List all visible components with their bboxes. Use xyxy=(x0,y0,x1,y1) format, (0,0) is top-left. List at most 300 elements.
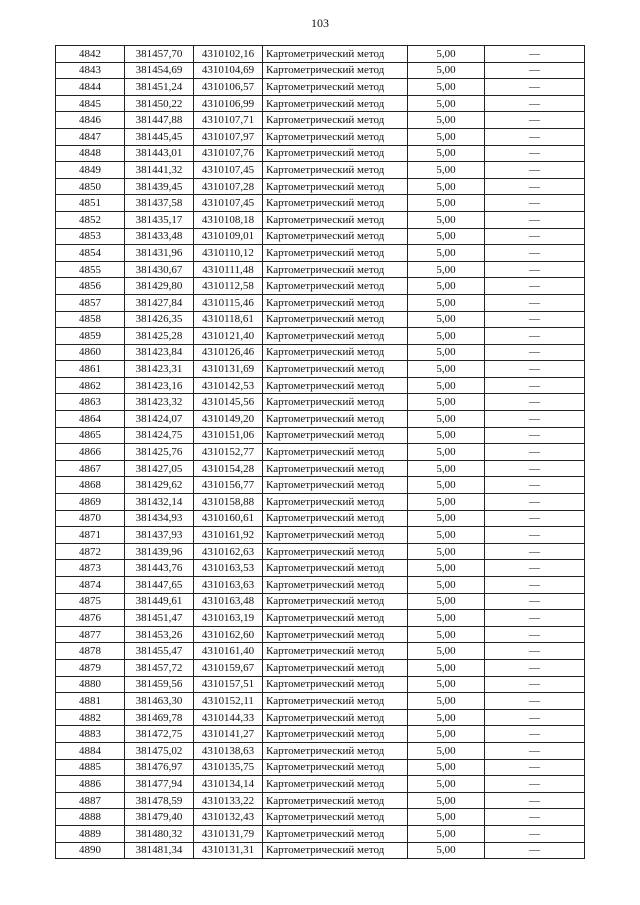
point-number-cell: 4871 xyxy=(56,527,125,544)
table-row xyxy=(56,62,585,79)
point-number-cell: 4890 xyxy=(56,842,125,859)
note-cell: — xyxy=(485,759,585,776)
point-number-cell: 4873 xyxy=(56,560,125,577)
accuracy-cell: 5,00 xyxy=(408,577,485,594)
method-cell: Картометрический метод xyxy=(263,809,408,826)
point-number-cell: 4851 xyxy=(56,195,125,212)
x-coordinate-cell: 381432,14 xyxy=(125,494,194,511)
accuracy-cell: 5,00 xyxy=(408,659,485,676)
method-cell: Картометрический метод xyxy=(263,577,408,594)
y-coordinate-cell: 4310104,69 xyxy=(194,62,263,79)
method-cell: Картометрический метод xyxy=(263,792,408,809)
accuracy-cell: 5,00 xyxy=(408,759,485,776)
x-coordinate-cell: 381423,32 xyxy=(125,394,194,411)
table-row xyxy=(56,842,585,859)
method-cell: Картометрический метод xyxy=(263,79,408,96)
note-cell: — xyxy=(485,460,585,477)
point-number-cell: 4867 xyxy=(56,460,125,477)
y-coordinate-cell: 4310132,43 xyxy=(194,809,263,826)
note-cell: — xyxy=(485,344,585,361)
point-number-cell: 4886 xyxy=(56,776,125,793)
accuracy-cell: 5,00 xyxy=(408,311,485,328)
y-coordinate-cell: 4310156,77 xyxy=(194,477,263,494)
x-coordinate-cell: 381477,94 xyxy=(125,776,194,793)
table-row xyxy=(56,411,585,428)
point-number-cell: 4881 xyxy=(56,693,125,710)
x-coordinate-cell: 381459,56 xyxy=(125,676,194,693)
point-number-cell: 4861 xyxy=(56,361,125,378)
table-row xyxy=(56,560,585,577)
method-cell: Картометрический метод xyxy=(263,825,408,842)
point-number-cell: 4888 xyxy=(56,809,125,826)
note-cell: — xyxy=(485,825,585,842)
table-row xyxy=(56,726,585,743)
accuracy-cell: 5,00 xyxy=(408,411,485,428)
y-coordinate-cell: 4310133,22 xyxy=(194,792,263,809)
note-cell: — xyxy=(485,693,585,710)
y-coordinate-cell: 4310131,69 xyxy=(194,361,263,378)
point-number-cell: 4884 xyxy=(56,742,125,759)
method-cell: Картометрический метод xyxy=(263,145,408,162)
accuracy-cell: 5,00 xyxy=(408,477,485,494)
y-coordinate-cell: 4310126,46 xyxy=(194,344,263,361)
x-coordinate-cell: 381453,26 xyxy=(125,626,194,643)
note-cell: — xyxy=(485,145,585,162)
method-cell: Картометрический метод xyxy=(263,742,408,759)
table-row xyxy=(56,577,585,594)
point-number-cell: 4875 xyxy=(56,593,125,610)
note-cell: — xyxy=(485,593,585,610)
x-coordinate-cell: 381457,72 xyxy=(125,659,194,676)
accuracy-cell: 5,00 xyxy=(408,610,485,627)
table-row xyxy=(56,46,585,63)
note-cell: — xyxy=(485,79,585,96)
method-cell: Картометрический метод xyxy=(263,676,408,693)
point-number-cell: 4880 xyxy=(56,676,125,693)
method-cell: Картометрический метод xyxy=(263,195,408,212)
y-coordinate-cell: 4310131,31 xyxy=(194,842,263,859)
accuracy-cell: 5,00 xyxy=(408,427,485,444)
point-number-cell: 4878 xyxy=(56,643,125,660)
point-number-cell: 4845 xyxy=(56,95,125,112)
x-coordinate-cell: 381431,96 xyxy=(125,245,194,262)
x-coordinate-cell: 381439,96 xyxy=(125,543,194,560)
point-number-cell: 4883 xyxy=(56,726,125,743)
method-cell: Картометрический метод xyxy=(263,228,408,245)
accuracy-cell: 5,00 xyxy=(408,643,485,660)
point-number-cell: 4876 xyxy=(56,610,125,627)
note-cell: — xyxy=(485,328,585,345)
point-number-cell: 4870 xyxy=(56,510,125,527)
y-coordinate-cell: 4310112,58 xyxy=(194,278,263,295)
x-coordinate-cell: 381469,78 xyxy=(125,709,194,726)
point-number-cell: 4849 xyxy=(56,162,125,179)
note-cell: — xyxy=(485,776,585,793)
note-cell: — xyxy=(485,278,585,295)
accuracy-cell: 5,00 xyxy=(408,294,485,311)
note-cell: — xyxy=(485,477,585,494)
method-cell: Картометрический метод xyxy=(263,659,408,676)
method-cell: Картометрический метод xyxy=(263,62,408,79)
x-coordinate-cell: 381427,84 xyxy=(125,294,194,311)
y-coordinate-cell: 4310163,53 xyxy=(194,560,263,577)
page-number: 103 xyxy=(311,16,329,30)
accuracy-cell: 5,00 xyxy=(408,328,485,345)
x-coordinate-cell: 381475,02 xyxy=(125,742,194,759)
x-coordinate-cell: 381449,61 xyxy=(125,593,194,610)
note-cell: — xyxy=(485,261,585,278)
y-coordinate-cell: 4310161,92 xyxy=(194,527,263,544)
x-coordinate-cell: 381454,69 xyxy=(125,62,194,79)
accuracy-cell: 5,00 xyxy=(408,709,485,726)
point-number-cell: 4842 xyxy=(56,46,125,63)
point-number-cell: 4874 xyxy=(56,577,125,594)
note-cell: — xyxy=(485,659,585,676)
y-coordinate-cell: 4310109,01 xyxy=(194,228,263,245)
y-coordinate-cell: 4310102,16 xyxy=(194,46,263,63)
point-number-cell: 4846 xyxy=(56,112,125,129)
accuracy-cell: 5,00 xyxy=(408,112,485,129)
table-row xyxy=(56,676,585,693)
table-row xyxy=(56,693,585,710)
x-coordinate-cell: 381476,97 xyxy=(125,759,194,776)
table-row xyxy=(56,344,585,361)
point-number-cell: 4848 xyxy=(56,145,125,162)
accuracy-cell: 5,00 xyxy=(408,95,485,112)
table-row xyxy=(56,494,585,511)
x-coordinate-cell: 381437,93 xyxy=(125,527,194,544)
point-number-cell: 4866 xyxy=(56,444,125,461)
accuracy-cell: 5,00 xyxy=(408,726,485,743)
method-cell: Картометрический метод xyxy=(263,709,408,726)
note-cell: — xyxy=(485,643,585,660)
x-coordinate-cell: 381450,22 xyxy=(125,95,194,112)
accuracy-cell: 5,00 xyxy=(408,195,485,212)
accuracy-cell: 5,00 xyxy=(408,842,485,859)
table-row xyxy=(56,427,585,444)
x-coordinate-cell: 381457,70 xyxy=(125,46,194,63)
y-coordinate-cell: 4310106,99 xyxy=(194,95,263,112)
y-coordinate-cell: 4310118,61 xyxy=(194,311,263,328)
y-coordinate-cell: 4310107,71 xyxy=(194,112,263,129)
y-coordinate-cell: 4310163,19 xyxy=(194,610,263,627)
y-coordinate-cell: 4310135,75 xyxy=(194,759,263,776)
coordinates-table xyxy=(55,45,585,859)
accuracy-cell: 5,00 xyxy=(408,261,485,278)
note-cell: — xyxy=(485,610,585,627)
note-cell: — xyxy=(485,510,585,527)
x-coordinate-cell: 381451,24 xyxy=(125,79,194,96)
table-row xyxy=(56,776,585,793)
method-cell: Картометрический метод xyxy=(263,328,408,345)
x-coordinate-cell: 381434,93 xyxy=(125,510,194,527)
note-cell: — xyxy=(485,809,585,826)
y-coordinate-cell: 4310107,45 xyxy=(194,195,263,212)
note-cell: — xyxy=(485,577,585,594)
x-coordinate-cell: 381455,47 xyxy=(125,643,194,660)
accuracy-cell: 5,00 xyxy=(408,377,485,394)
y-coordinate-cell: 4310154,28 xyxy=(194,460,263,477)
x-coordinate-cell: 381425,76 xyxy=(125,444,194,461)
method-cell: Картометрический метод xyxy=(263,460,408,477)
point-number-cell: 4853 xyxy=(56,228,125,245)
accuracy-cell: 5,00 xyxy=(408,46,485,63)
x-coordinate-cell: 381451,47 xyxy=(125,610,194,627)
method-cell: Картометрический метод xyxy=(263,311,408,328)
method-cell: Картометрический метод xyxy=(263,128,408,145)
table-row xyxy=(56,162,585,179)
point-number-cell: 4865 xyxy=(56,427,125,444)
x-coordinate-cell: 381423,31 xyxy=(125,361,194,378)
accuracy-cell: 5,00 xyxy=(408,593,485,610)
point-number-cell: 4847 xyxy=(56,128,125,145)
point-number-cell: 4860 xyxy=(56,344,125,361)
accuracy-cell: 5,00 xyxy=(408,792,485,809)
y-coordinate-cell: 4310158,88 xyxy=(194,494,263,511)
note-cell: — xyxy=(485,211,585,228)
y-coordinate-cell: 4310107,28 xyxy=(194,178,263,195)
accuracy-cell: 5,00 xyxy=(408,510,485,527)
point-number-cell: 4879 xyxy=(56,659,125,676)
x-coordinate-cell: 381447,65 xyxy=(125,577,194,594)
point-number-cell: 4855 xyxy=(56,261,125,278)
x-coordinate-cell: 381439,45 xyxy=(125,178,194,195)
x-coordinate-cell: 381424,75 xyxy=(125,427,194,444)
y-coordinate-cell: 4310106,57 xyxy=(194,79,263,96)
note-cell: — xyxy=(485,427,585,444)
y-coordinate-cell: 4310141,27 xyxy=(194,726,263,743)
note-cell: — xyxy=(485,162,585,179)
method-cell: Картометрический метод xyxy=(263,344,408,361)
x-coordinate-cell: 381437,58 xyxy=(125,195,194,212)
y-coordinate-cell: 4310111,48 xyxy=(194,261,263,278)
accuracy-cell: 5,00 xyxy=(408,527,485,544)
y-coordinate-cell: 4310144,33 xyxy=(194,709,263,726)
accuracy-cell: 5,00 xyxy=(408,560,485,577)
y-coordinate-cell: 4310163,48 xyxy=(194,593,263,610)
note-cell: — xyxy=(485,311,585,328)
y-coordinate-cell: 4310152,11 xyxy=(194,693,263,710)
y-coordinate-cell: 4310163,63 xyxy=(194,577,263,594)
y-coordinate-cell: 4310162,63 xyxy=(194,543,263,560)
accuracy-cell: 5,00 xyxy=(408,211,485,228)
note-cell: — xyxy=(485,444,585,461)
note-cell: — xyxy=(485,709,585,726)
method-cell: Картометрический метод xyxy=(263,510,408,527)
method-cell: Картометрический метод xyxy=(263,95,408,112)
x-coordinate-cell: 381481,34 xyxy=(125,842,194,859)
y-coordinate-cell: 4310160,61 xyxy=(194,510,263,527)
table-row xyxy=(56,742,585,759)
table-row xyxy=(56,328,585,345)
table-row xyxy=(56,809,585,826)
accuracy-cell: 5,00 xyxy=(408,494,485,511)
y-coordinate-cell: 4310162,60 xyxy=(194,626,263,643)
point-number-cell: 4877 xyxy=(56,626,125,643)
method-cell: Картометрический метод xyxy=(263,842,408,859)
point-number-cell: 4889 xyxy=(56,825,125,842)
y-coordinate-cell: 4310142,53 xyxy=(194,377,263,394)
method-cell: Картометрический метод xyxy=(263,361,408,378)
y-coordinate-cell: 4310149,20 xyxy=(194,411,263,428)
accuracy-cell: 5,00 xyxy=(408,228,485,245)
point-number-cell: 4843 xyxy=(56,62,125,79)
accuracy-cell: 5,00 xyxy=(408,676,485,693)
point-number-cell: 4872 xyxy=(56,543,125,560)
y-coordinate-cell: 4310161,40 xyxy=(194,643,263,660)
point-number-cell: 4869 xyxy=(56,494,125,511)
note-cell: — xyxy=(485,792,585,809)
point-number-cell: 4887 xyxy=(56,792,125,809)
point-number-cell: 4857 xyxy=(56,294,125,311)
table-row xyxy=(56,610,585,627)
note-cell: — xyxy=(485,543,585,560)
note-cell: — xyxy=(485,95,585,112)
note-cell: — xyxy=(485,128,585,145)
method-cell: Картометрический метод xyxy=(263,294,408,311)
table-row xyxy=(56,659,585,676)
table-row xyxy=(56,759,585,776)
table-row xyxy=(56,228,585,245)
x-coordinate-cell: 381424,07 xyxy=(125,411,194,428)
accuracy-cell: 5,00 xyxy=(408,742,485,759)
method-cell: Картометрический метод xyxy=(263,477,408,494)
table-row xyxy=(56,278,585,295)
accuracy-cell: 5,00 xyxy=(408,693,485,710)
table-row xyxy=(56,361,585,378)
x-coordinate-cell: 381429,62 xyxy=(125,477,194,494)
note-cell: — xyxy=(485,228,585,245)
table-row xyxy=(56,377,585,394)
table-row xyxy=(56,128,585,145)
accuracy-cell: 5,00 xyxy=(408,361,485,378)
method-cell: Картометрический метод xyxy=(263,394,408,411)
y-coordinate-cell: 4310115,46 xyxy=(194,294,263,311)
point-number-cell: 4859 xyxy=(56,328,125,345)
accuracy-cell: 5,00 xyxy=(408,162,485,179)
method-cell: Картометрический метод xyxy=(263,610,408,627)
note-cell: — xyxy=(485,726,585,743)
x-coordinate-cell: 381423,16 xyxy=(125,377,194,394)
note-cell: — xyxy=(485,361,585,378)
note-cell: — xyxy=(485,742,585,759)
table-row xyxy=(56,460,585,477)
note-cell: — xyxy=(485,377,585,394)
y-coordinate-cell: 4310157,51 xyxy=(194,676,263,693)
note-cell: — xyxy=(485,411,585,428)
point-number-cell: 4854 xyxy=(56,245,125,262)
note-cell: — xyxy=(485,294,585,311)
point-number-cell: 4863 xyxy=(56,394,125,411)
point-number-cell: 4850 xyxy=(56,178,125,195)
accuracy-cell: 5,00 xyxy=(408,460,485,477)
accuracy-cell: 5,00 xyxy=(408,394,485,411)
table-row xyxy=(56,294,585,311)
note-cell: — xyxy=(485,394,585,411)
y-coordinate-cell: 4310145,56 xyxy=(194,394,263,411)
x-coordinate-cell: 381443,01 xyxy=(125,145,194,162)
table-row xyxy=(56,261,585,278)
table-row xyxy=(56,825,585,842)
accuracy-cell: 5,00 xyxy=(408,178,485,195)
x-coordinate-cell: 381429,80 xyxy=(125,278,194,295)
x-coordinate-cell: 381443,76 xyxy=(125,560,194,577)
method-cell: Картометрический метод xyxy=(263,693,408,710)
accuracy-cell: 5,00 xyxy=(408,776,485,793)
x-coordinate-cell: 381441,32 xyxy=(125,162,194,179)
point-number-cell: 4862 xyxy=(56,377,125,394)
accuracy-cell: 5,00 xyxy=(408,825,485,842)
note-cell: — xyxy=(485,195,585,212)
table-row xyxy=(56,626,585,643)
point-number-cell: 4882 xyxy=(56,709,125,726)
method-cell: Картометрический метод xyxy=(263,494,408,511)
point-number-cell: 4856 xyxy=(56,278,125,295)
x-coordinate-cell: 381427,05 xyxy=(125,460,194,477)
point-number-cell: 4864 xyxy=(56,411,125,428)
y-coordinate-cell: 4310107,45 xyxy=(194,162,263,179)
coordinates-table-body xyxy=(56,46,585,859)
method-cell: Картометрический метод xyxy=(263,178,408,195)
accuracy-cell: 5,00 xyxy=(408,809,485,826)
point-number-cell: 4858 xyxy=(56,311,125,328)
table-row xyxy=(56,95,585,112)
y-coordinate-cell: 4310107,76 xyxy=(194,145,263,162)
accuracy-cell: 5,00 xyxy=(408,444,485,461)
y-coordinate-cell: 4310138,63 xyxy=(194,742,263,759)
table-row xyxy=(56,593,585,610)
accuracy-cell: 5,00 xyxy=(408,128,485,145)
point-number-cell: 4868 xyxy=(56,477,125,494)
table-row xyxy=(56,112,585,129)
accuracy-cell: 5,00 xyxy=(408,245,485,262)
method-cell: Картометрический метод xyxy=(263,261,408,278)
table-row xyxy=(56,145,585,162)
note-cell: — xyxy=(485,676,585,693)
method-cell: Картометрический метод xyxy=(263,726,408,743)
x-coordinate-cell: 381480,32 xyxy=(125,825,194,842)
note-cell: — xyxy=(485,527,585,544)
method-cell: Картометрический метод xyxy=(263,593,408,610)
note-cell: — xyxy=(485,842,585,859)
method-cell: Картометрический метод xyxy=(263,46,408,63)
table-row xyxy=(56,245,585,262)
x-coordinate-cell: 381478,59 xyxy=(125,792,194,809)
note-cell: — xyxy=(485,494,585,511)
x-coordinate-cell: 381445,45 xyxy=(125,128,194,145)
note-cell: — xyxy=(485,46,585,63)
table-row xyxy=(56,477,585,494)
table-row xyxy=(56,178,585,195)
table-row xyxy=(56,195,585,212)
method-cell: Картометрический метод xyxy=(263,444,408,461)
accuracy-cell: 5,00 xyxy=(408,62,485,79)
table-row xyxy=(56,211,585,228)
table-row xyxy=(56,394,585,411)
table-row xyxy=(56,527,585,544)
method-cell: Картометрический метод xyxy=(263,162,408,179)
accuracy-cell: 5,00 xyxy=(408,79,485,96)
x-coordinate-cell: 381430,67 xyxy=(125,261,194,278)
table-row xyxy=(56,543,585,560)
note-cell: — xyxy=(485,245,585,262)
method-cell: Картометрический метод xyxy=(263,278,408,295)
method-cell: Картометрический метод xyxy=(263,427,408,444)
y-coordinate-cell: 4310121,40 xyxy=(194,328,263,345)
x-coordinate-cell: 381423,84 xyxy=(125,344,194,361)
table-row xyxy=(56,643,585,660)
y-coordinate-cell: 4310131,79 xyxy=(194,825,263,842)
